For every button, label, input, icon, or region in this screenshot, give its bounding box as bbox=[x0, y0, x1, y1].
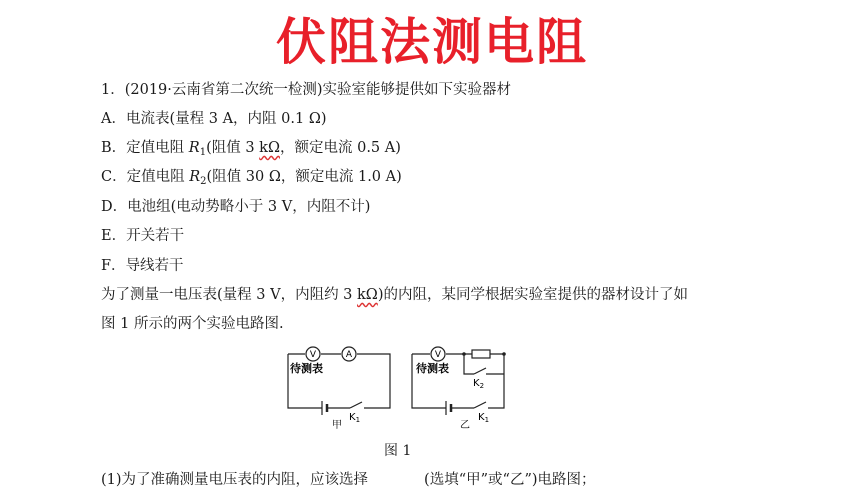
switch-label: $K_2$ bbox=[473, 378, 485, 390]
option-a: A．电流表(量程 3 A，内阻 0.1 Ω) bbox=[101, 111, 327, 127]
option-d: D．电池组(电动势略小于 3 V，内阻不计) bbox=[101, 199, 371, 215]
question-intro: 1．(2019·云南省第二次统一检测)实验室能够提供如下实验器材 bbox=[101, 82, 512, 98]
paragraph-2: 图 1 所示的两个实验电路图. bbox=[101, 316, 284, 332]
option-b: B．定值电阻 $R_1$(阻值 3 kΩ，额定电流 0.5 A) bbox=[101, 140, 401, 158]
switch-label: $K_1$ bbox=[478, 412, 490, 424]
circuit-caption: 乙 bbox=[460, 420, 470, 431]
circuit-figure bbox=[280, 344, 520, 440]
part-1-question: (1)为了准确测量电压表的内阻，应该选择 (选填“甲”或“乙”)电路图； bbox=[101, 472, 596, 488]
meter-under-test-label: 待测表 bbox=[290, 362, 323, 375]
paragraph-1: 为了测量一电压表(量程 3 V，内阻约 3 kΩ)的内阻，某同学根据实验室提供的器材设计了如 bbox=[101, 287, 688, 303]
circuit-caption: 甲 bbox=[332, 420, 342, 431]
option-c: C．定值电阻 $R_2$(阻值 30 Ω，额定电流 1.0 A) bbox=[101, 169, 402, 187]
switch-label: $K_1$ bbox=[349, 412, 361, 424]
voltmeter-symbol: V bbox=[309, 350, 317, 360]
junction-dot bbox=[502, 352, 506, 356]
option-f: F．导线若干 bbox=[101, 258, 184, 274]
meter-under-test-label: 待测表 bbox=[416, 362, 449, 375]
ammeter-symbol: A bbox=[345, 350, 353, 360]
page-title: 伏阻法测电阻 bbox=[276, 13, 588, 71]
junction-dot bbox=[462, 352, 466, 356]
figure-label: 图 1 bbox=[384, 443, 412, 459]
option-e: E．开关若干 bbox=[101, 228, 185, 244]
voltmeter-symbol: V bbox=[434, 350, 442, 360]
